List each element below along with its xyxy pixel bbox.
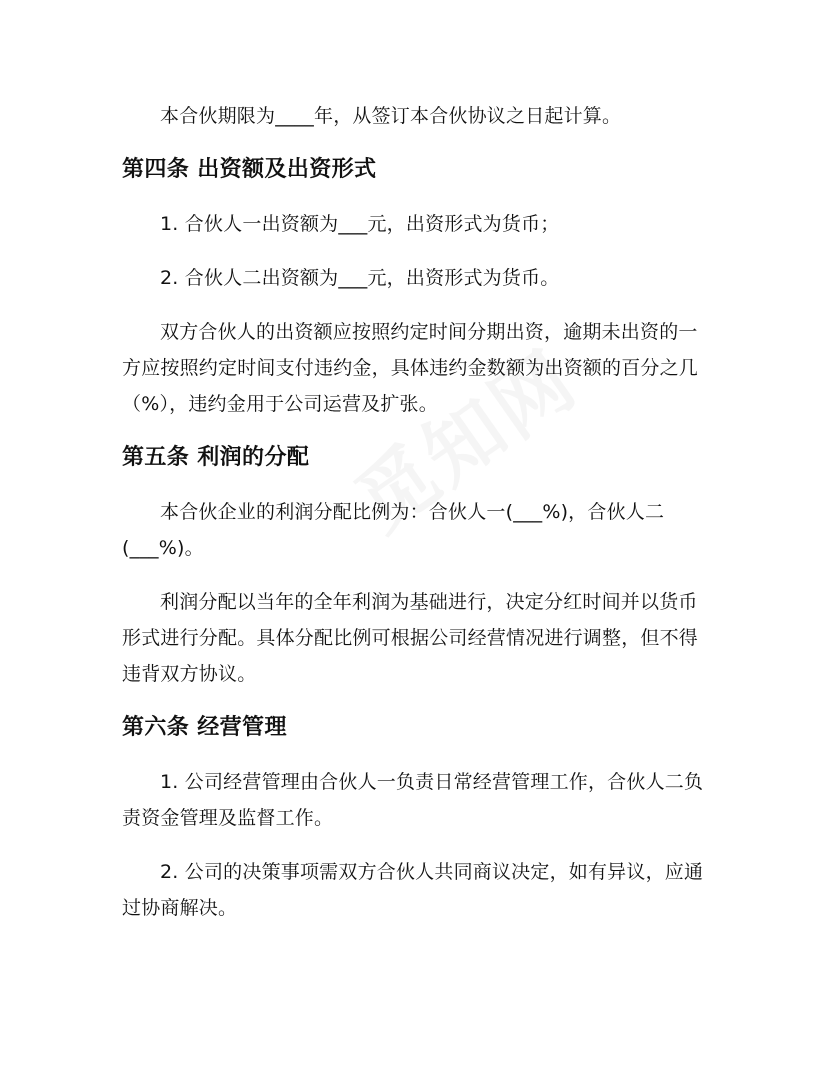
section-4-paragraph: 双方合伙人的出资额应按照约定时间分期出资，逾期未出资的一方应按照约定时间支付违约金，具体违约金数额为出资额的百分之几（%），违约金用于公司运营及扩张。 <box>122 321 699 415</box>
document-content <box>122 98 706 926</box>
spacer <box>122 566 706 584</box>
section-5-title: 第五条 利润的分配 <box>122 445 310 470</box>
section-6-item-1: 1. 公司经营管理由合伙人一负责日常经营管理工作，合伙人二负责资金管理及监督工作。 <box>122 771 704 829</box>
term-paragraph: 本合伙期限为____年，从签订本合伙协议之日起计算。 <box>160 105 622 127</box>
spacer <box>122 476 706 494</box>
spacer <box>122 692 706 710</box>
spacer <box>122 188 706 206</box>
spacer <box>122 422 706 440</box>
section-6-title: 第六条 经营管理 <box>122 715 287 740</box>
section-4-item-2: 2. 合伙人二出资额为___元，出资形式为货币。 <box>160 267 560 289</box>
section-5-paragraph-1: 本合伙企业的利润分配比例为：合伙人一(___%)，合伙人二(___%)。 <box>122 501 665 559</box>
spacer <box>122 296 706 314</box>
spacer <box>122 746 706 764</box>
section-6-item-2: 2. 公司的决策事项需双方合伙人共同商议决定，如有异议，应通过协商解决。 <box>122 861 704 919</box>
section-5-paragraph-2: 利润分配以当年的全年利润为基础进行，决定分红时间并以货币形式进行分配。具体分配比例可根据公司经营情况进行调整，但不得违背双方协议。 <box>122 591 699 685</box>
section-4-title: 第四条 出资额及出资形式 <box>122 157 377 182</box>
section-4-item-1: 1. 合伙人一出资额为___元，出资形式为货币； <box>160 213 560 235</box>
spacer <box>122 836 706 854</box>
spacer <box>122 134 706 152</box>
spacer <box>122 242 706 260</box>
